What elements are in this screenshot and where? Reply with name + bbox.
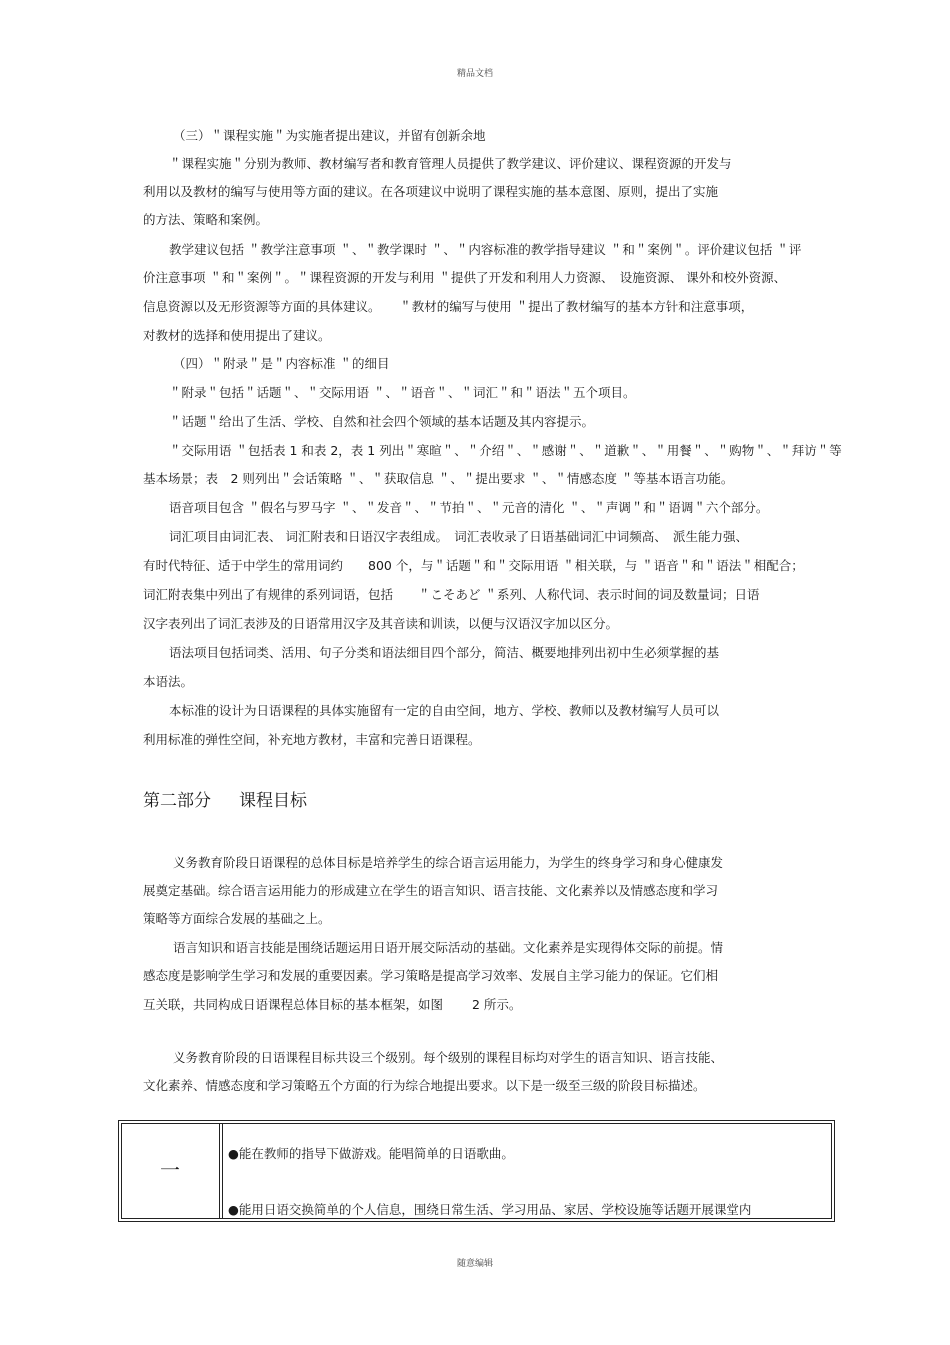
paragraph-line: 语法项目包括词类、活用、句子分类和语法细目四个部分，简洁、概要地排列出初中生必须掌握的基: [169, 645, 720, 660]
paragraph-line: 有时代特征、适于中学生的常用词约 800 个，与＂话题＂和＂交际用语 ＂相关联，与 ＂语音＂和＂语法＂相配合；: [143, 558, 804, 573]
paragraph-line: 文化素养、情感态度和学习策略五个方面的行为综合地提出要求。以下是一级至三级的阶段目标描述。: [143, 1078, 706, 1093]
paragraph-line: 的方法、策略和案例。: [143, 212, 269, 227]
paragraph-line: 教学建议包括 ＂教学注意事项 ＂、＂教学课时 ＂、＂内容标准的教学指导建议 ＂和＂案例＂。评价建议包括 ＂评: [169, 242, 802, 257]
section-part: 第二部分: [143, 791, 211, 811]
paragraph-line: 词汇项目由词汇表、 词汇附表和日语汉字表组成。 词汇表收录了日语基础词汇中词频高、 派生能力强、: [169, 529, 748, 544]
paragraph-line: 利用以及教材的编写与使用等方面的建议。在各项建议中说明了课程实施的基本意图、原则，提出了实施: [143, 184, 719, 199]
column-divider: [219, 1124, 220, 1218]
page-header: 精品文档: [456, 69, 493, 79]
paragraph-line: 利用标准的弹性空间，补充地方教材，丰富和完善日语课程。: [143, 732, 481, 747]
paragraph-line: 互关联，共同构成日语课程总体目标的基本框架，如图 2 所示。: [143, 997, 522, 1012]
paragraph-line: ＂交际用语 ＂包括表 1 和表 2，表 1 列出＂寒暄＂、＂介绍＂、＂感谢＂、＂道歉＂、＂用餐＂、＂购物＂、＂拜访＂等: [169, 443, 842, 458]
paragraph-line: 义务教育阶段日语课程的总体目标是培养学生的综合语言运用能力，为学生的终身学习和身心健康发: [173, 855, 724, 870]
goal-item: ●能用日语交换简单的个人信息，围绕日常生活、学习用品、家居、学校设施等话题开展课堂内: [228, 1202, 752, 1217]
page-footer: 随意编辑: [456, 1259, 493, 1269]
paragraph-line: 展奠定基础。综合语言运用能力的形成建立在学生的语言知识、语言技能、文化素养以及情感态度和学习: [143, 883, 719, 898]
column-divider: [222, 1124, 223, 1218]
paragraph-line: 价注意事项 ＂和＂案例＂。＂课程资源的开发与利用 ＂提供了开发和利用人力资源、 设施资源、 课外和校外资源、: [143, 270, 787, 285]
subheading-four: （四）＂附录＂是＂内容标准 ＂的细目: [173, 356, 390, 371]
paragraph-line: ＂附录＂包括＂话题＂、＂交际用语 ＂、＂语音＂、＂词汇＂和＂语法＂五个项目。: [169, 385, 636, 400]
paragraph-line: 本语法。: [143, 674, 194, 689]
paragraph-line: 信息资源以及无形资源等方面的具体建议。 ＂教材的编写与使用 ＂提出了教材编写的基本方针和注意事项，: [143, 299, 754, 314]
paragraph-line: ＂话题＂给出了生活、学校、自然和社会四个领域的基本话题及其内容提示。: [169, 414, 595, 429]
goal-item: ●能在教师的指导下做游戏。能唱简单的日语歌曲。: [228, 1146, 514, 1161]
paragraph-line: 汉字表列出了词汇表涉及的日语常用汉字及其音读和训读，以便与汉语汉字加以区分。: [143, 616, 619, 631]
section-title: [143, 790, 307, 812]
paragraph-line: 义务教育阶段的日语课程目标共设三个级别。每个级别的课程目标均对学生的语言知识、语言技能、: [173, 1050, 724, 1065]
paragraph-line: 感态度是影响学生学习和发展的重要因素。学习策略是提高学习效率、发展自主学习能力的保证。它们相: [143, 968, 719, 983]
section-name: 课程目标: [239, 791, 307, 811]
level-label: 一: [160, 1158, 180, 1182]
paragraph-line: 基本场景；表 2 则列出＂会话策略 ＂、＂获取信息 ＂、＂提出要求 ＂、＂情感态度 ＂等基本语言功能。: [143, 471, 734, 486]
goals-table-inner-border: [121, 1123, 832, 1219]
paragraph-line: 词汇附表集中列出了有规律的系列词语，包括 ＂こそあど ＂系列、人称代词、表示时间的词及数量词；日语: [143, 587, 760, 602]
goals-table: [118, 1120, 835, 1222]
paragraph-line: 本标准的设计为日语课程的具体实施留有一定的自由空间，地方、学校、教师以及教材编写人员可以: [169, 703, 720, 718]
subheading-three: （三）＂课程实施＂为实施者提出建议，并留有创新余地: [173, 128, 486, 143]
paragraph-line: 策略等方面综合发展的基础之上。: [143, 911, 331, 926]
paragraph-line: 对教材的选择和使用提出了建议。: [143, 328, 331, 343]
paragraph-line: 语音项目包含 ＂假名与罗马字 ＂、＂发音＂、＂节拍＂、＂元音的清化 ＂、＂声调＂和＂语调＂六个部分。: [169, 500, 769, 515]
paragraph-line: 语言知识和语言技能是围绕话题运用日语开展交际活动的基础。文化素养是实现得体交际的前提。情: [173, 940, 724, 955]
paragraph-line: ＂课程实施＂分别为教师、教材编写者和教育管理人员提供了教学建议、评价建议、课程资源的开发与: [169, 156, 732, 171]
